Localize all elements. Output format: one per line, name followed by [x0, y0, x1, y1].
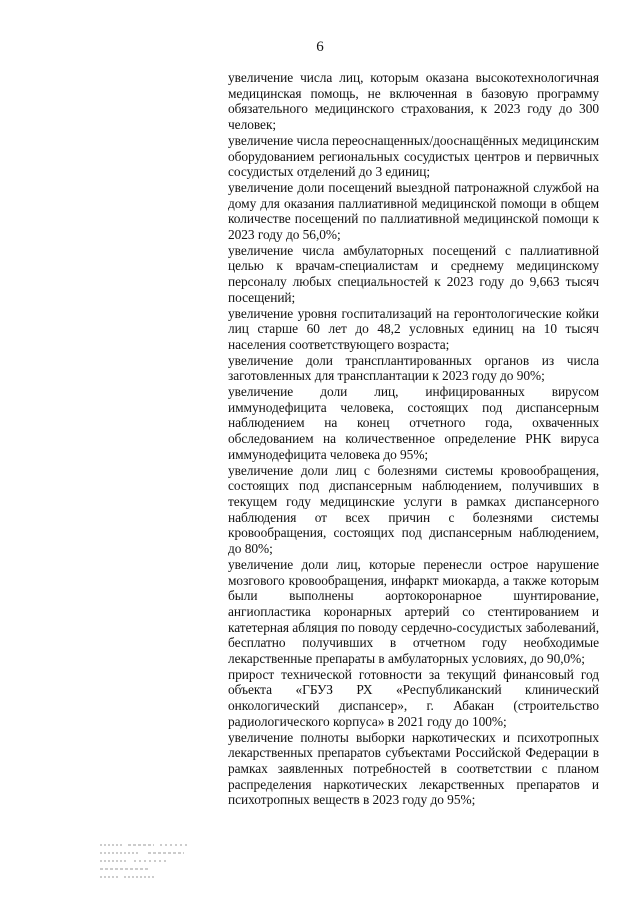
- paragraph-cardio-medicines: увеличение доли лиц, которые перенесли острое нарушение мозгового кровообращения, инфаркт миокарда, а также которым были выполнены аортокоронарное шунтирование, ангиопластика коронарных артерий со стентированием и катетерная абляция по поводу сердечно-сосудистых заболеваний, бесплатно получивших в отчетном году необходимые лекарственные препараты в амбулаторных условиях, до 90,0%;: [228, 556, 599, 667]
- document-body: [228, 70, 599, 808]
- paragraph-vascular-centers: увеличение числа переоснащенных/дооснащённых медицинским оборудованием региональных сосудистых центров и первичных сосудистых отделений до 3 единиц;: [228, 132, 599, 180]
- paragraph-gerontology-beds: увеличение уровня госпитализаций на геронтологические койки лиц старше 60 лет до 48,2 условных единиц на 10 тысяч населения соответствующего возраста;: [228, 305, 599, 352]
- page-number: 6: [316, 39, 324, 55]
- paragraph-hiv-testing: увеличение доли лиц, инфицированных вирусом иммунодефицита человека, состоящих под диспансерным наблюдением на конец отчетного года, охваченных обследованием на количественное определение РНК вируса иммунодефицита человека до 95%;: [228, 384, 599, 462]
- paragraph-palliative-outpatient: увеличение числа амбулаторных посещений с паллиативной целью к врачам-специалистам и среднему медицинскому персоналу любых специальностей к 2023 году до 9,663 тысяч посещений;: [228, 242, 599, 305]
- paragraph-transplant-organs: увеличение доли трансплантированных органов из числа заготовленных для трансплантации к 2023 году до 90%;: [228, 352, 599, 384]
- paragraph-circulatory-observation: увеличение доли лиц с болезнями системы кровообращения, состоящих под диспансерным наблюдением, получивших в текущем году медицинские услуги в рамках диспансерного наблюдения от всех причин с болезнями системы кровообращения, состоящих под диспансерным наблюдением, до 80%;: [228, 462, 599, 557]
- paragraph-narcotic-drugs: увеличение полноты выборки наркотических и психотропных лекарственных препаратов субъектами Российской Федерации в рамках заявленных потребностей в соответствии с планом распределения наркотических лекарственных препаратов и психотропных веществ в 2023 году до 95%;: [228, 729, 599, 808]
- paragraph-oncology-building: прирост технической готовности за текущий финансовый год объекта «ГБУЗ РХ «Республиканский клинический онкологический диспансер», г. Абакан (строительство радиологического корпуса» в 2021 году до 100%;: [228, 666, 599, 729]
- paragraph-hitech-care: увеличение числа лиц, которым оказана высокотехнологичная медицинская помощь, не включенная в базовую программу обязательного медицинского страхования, к 2023 году до 300 человек;: [228, 70, 599, 133]
- registration-stamp: [96, 840, 192, 884]
- paragraph-palliative-home-visits: увеличение доли посещений выездной патронажной службой на дому для оказания паллиативной медицинской помощи в общем количестве посещений по паллиативной медицинской помощи к 2023 году до 56,0%;: [228, 179, 599, 243]
